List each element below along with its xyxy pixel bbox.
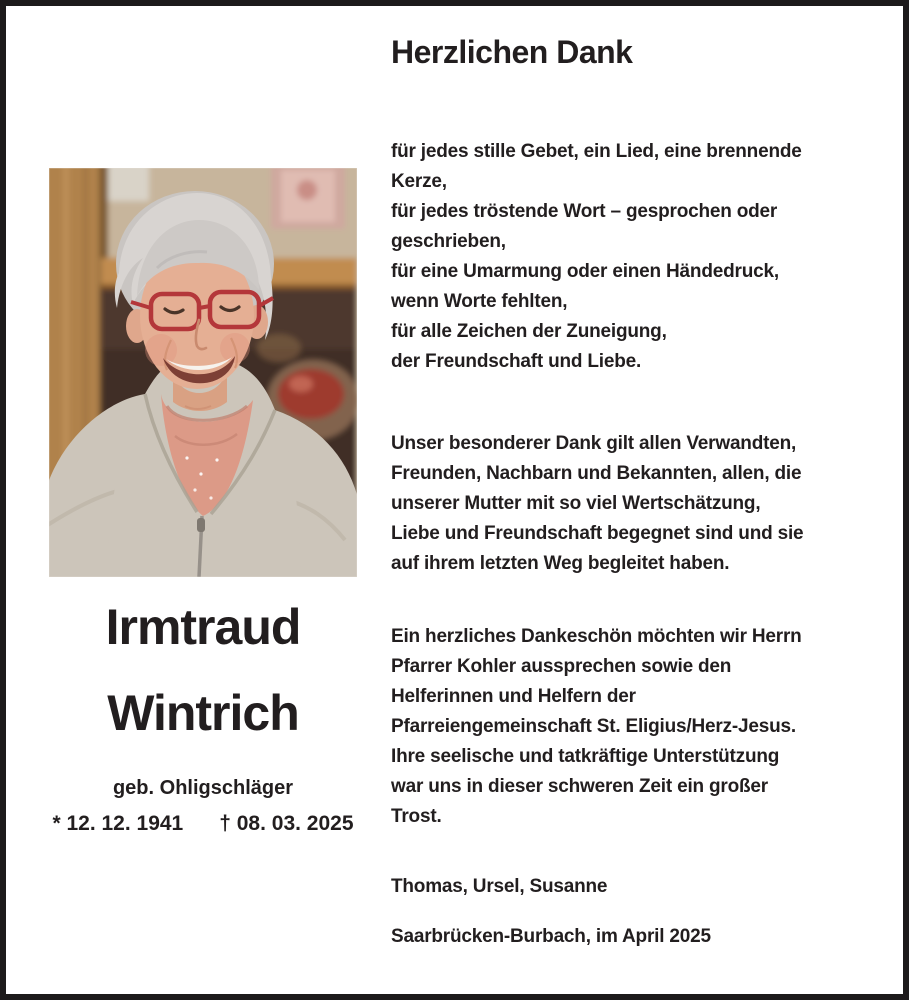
text-line: für eine Umarmung oder einen Händedruck,	[391, 261, 779, 282]
text-line: unserer Mutter mit so viel Wertschätzung,	[391, 493, 761, 514]
notice-title: Herzlichen Dank	[391, 34, 633, 70]
deceased-first-name: Irmtraud	[105, 599, 301, 655]
text-line: Pfarreiengemeinschaft St. Eligius/Herz-Jesus.	[391, 716, 796, 737]
portrait-photo	[49, 168, 357, 577]
text-line: für jedes stille Gebet, ein Lied, eine brennende	[391, 141, 802, 162]
text-line: für alle Zeichen der Zuneigung,	[391, 321, 667, 342]
text-line: Ihre seelische und tatkräftige Unterstützung	[391, 746, 780, 767]
deceased-last-name: Wintrich	[107, 685, 299, 741]
text-line: Unser besonderer Dank gilt allen Verwandten,	[391, 433, 797, 454]
maiden-name: geb. Ohligschläger	[112, 777, 294, 799]
thanks-paragraph	[391, 137, 873, 377]
family-signature	[391, 872, 873, 902]
pastor-thanks-paragraph	[391, 622, 873, 832]
text-line: war uns in dieser schweren Zeit ein großer	[391, 776, 768, 797]
text-line: Pfarrer Kohler aussprechen sowie den	[391, 656, 732, 677]
text-line: für jedes tröstende Wort – gesprochen oder	[391, 201, 778, 222]
text-line: der Freundschaft und Liebe.	[391, 351, 642, 372]
death-date: † 08. 03. 2025	[219, 812, 354, 835]
text-line: Helferinnen und Helfern der	[391, 686, 636, 707]
text-line: Freunden, Nachbarn und Bekannten, allen, die	[391, 463, 802, 484]
text-line: wenn Worte fehlten,	[391, 291, 568, 312]
text-line: Trost.	[391, 806, 442, 827]
signature-names: Thomas, Ursel, Susanne	[391, 876, 608, 897]
text-line: geschrieben,	[391, 231, 506, 252]
text-line: Ein herzliches Dankeschön möchten wir Herrn	[391, 626, 802, 647]
life-dates	[28, 812, 378, 836]
text-line: auf ihrem letzten Weg begleitet haben.	[391, 553, 730, 574]
portrait-illustration	[49, 168, 357, 577]
place-date-text: Saarbrücken-Burbach, im April 2025	[391, 926, 711, 947]
text-line: Liebe und Freundschaft begegnet sind und sie	[391, 523, 804, 544]
birth-date: * 12. 12. 1941	[52, 812, 184, 835]
place-and-date	[391, 922, 873, 952]
text-line: Kerze,	[391, 171, 447, 192]
special-thanks-paragraph	[391, 429, 873, 579]
